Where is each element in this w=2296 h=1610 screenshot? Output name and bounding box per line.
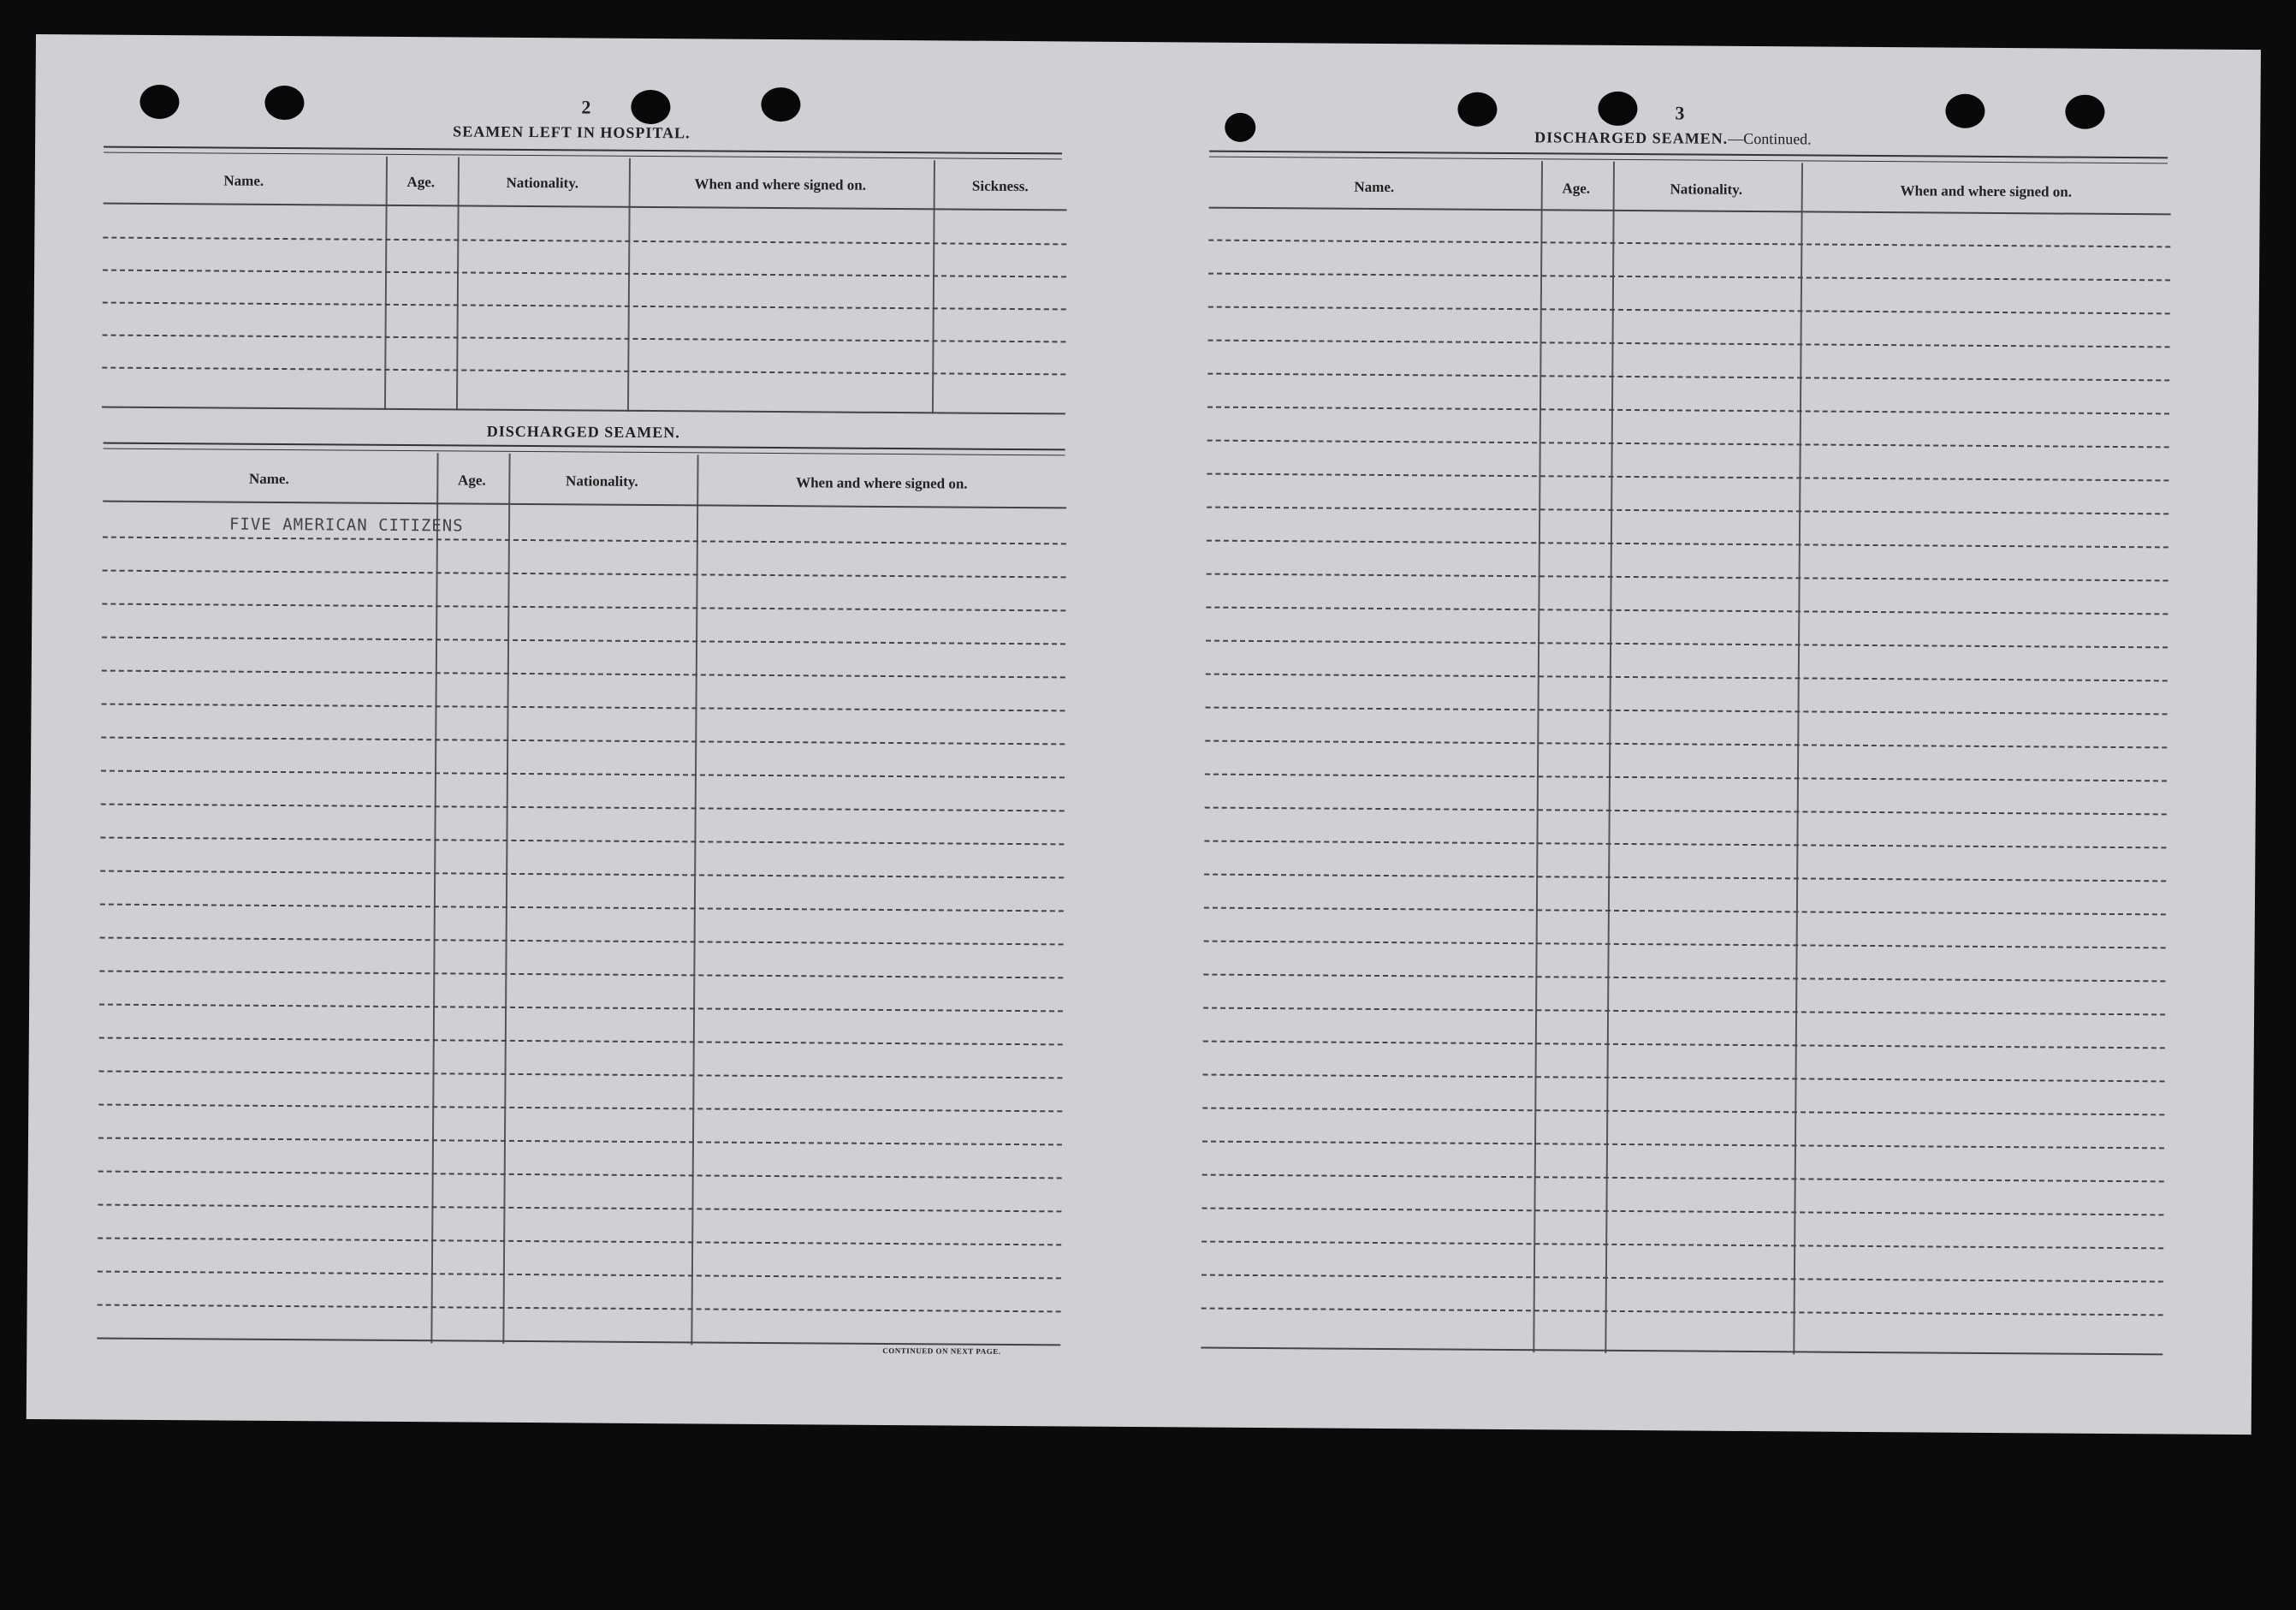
entry-line [99,1037,1063,1046]
entry-line [100,870,1064,879]
column-divider [932,160,935,413]
entry-line [1207,473,2168,482]
entry-line [1208,340,2170,348]
col-header-signed-on: When and where signed on. [796,474,968,492]
discharged-table [97,451,1066,1348]
column-divider [384,157,388,410]
entry-line [1203,974,2165,983]
header-underline [103,501,1066,509]
entry-line [1204,874,2166,882]
column-divider [456,157,460,410]
punch-hole [1457,92,1497,127]
entry-line [102,637,1065,645]
punch-hole [139,85,179,119]
entry-line [1203,1041,2165,1049]
entry-line [98,1238,1061,1246]
entry-line [103,302,1066,311]
col-header-name: Name. [223,172,264,189]
table-bottom-rule [102,407,1065,415]
col-header-signed-on: When and where signed on. [1900,182,2073,200]
col-header-name: Name. [1354,178,1395,196]
entry-line [1207,373,2169,382]
hospital-section-title: SEAMEN LEFT IN HOSPITAL. [453,122,691,142]
entry-line [103,537,1066,545]
column-divider [502,454,510,1344]
col-header-sickness: Sickness. [971,177,1029,195]
entry-line [101,770,1065,779]
entry-line [1206,640,2168,649]
ledger-sheet [27,34,2261,1435]
col-header-nationality: Nationality. [506,174,579,192]
entry-line [1203,1007,2165,1016]
typed-entry: FIVE AMERICAN CITIZENS [228,514,464,536]
column-divider [627,158,631,412]
right-discharged-table [1201,159,2171,1358]
entry-line [98,1304,1061,1313]
entry-line [99,1004,1063,1013]
hospital-table [102,155,1067,415]
discharged-section-title: DISCHARGED SEAMEN. [486,422,680,442]
entry-line [1206,607,2168,615]
entry-line [102,367,1065,376]
column-divider [1533,161,1543,1352]
entry-line [1207,573,2168,582]
punch-hole [1225,113,1255,142]
right-title-text: DISCHARGED SEAMEN. [1534,128,1729,147]
entry-line [1207,507,2168,515]
col-header-name: Name. [248,470,289,488]
entry-line [1207,540,2168,549]
entry-line [98,1171,1062,1179]
entry-line [1205,774,2167,782]
entry-line [101,737,1065,746]
entry-line [99,971,1063,979]
col-header-signed-on: When and where signed on. [694,175,867,193]
entry-line [103,335,1066,343]
punch-hole [631,90,670,124]
entry-line [1201,1241,2163,1250]
column-divider [430,453,438,1343]
entry-line [1207,440,2169,449]
entry-line [98,1104,1062,1113]
entry-line [98,1138,1062,1146]
entry-line [103,237,1066,246]
entry-line [1202,1141,2164,1150]
entry-line [101,804,1065,812]
col-header-age: Age. [1562,180,1591,197]
col-header-nationality: Nationality. [1670,181,1743,198]
entry-line [1203,1074,2165,1083]
entry-line [102,603,1065,612]
punch-hole [1598,92,1637,126]
entry-line [1204,941,2166,949]
entry-line [103,270,1066,278]
entry-line [1201,1274,2163,1283]
header-underline [1209,207,2171,216]
column-divider [1605,162,1615,1353]
right-page-number: 3 [1675,102,1685,124]
entry-line [98,1204,1061,1213]
entry-line [1206,674,2168,682]
punch-hole [2065,95,2104,129]
punch-hole [1945,94,1985,128]
col-header-nationality: Nationality. [566,472,638,490]
left-page-number: 2 [581,96,591,118]
entry-line [98,1271,1061,1280]
column-divider [1793,163,1803,1354]
entry-line [100,904,1064,912]
entry-line [100,837,1064,846]
entry-line [99,1071,1063,1079]
entry-line [1201,1208,2163,1216]
entry-line [1205,740,2167,749]
entry-line [1201,1308,2163,1316]
entry-line [1206,707,2168,716]
column-divider [691,454,698,1345]
entry-line [1208,306,2170,315]
entry-line [100,937,1064,946]
table-bottom-rule [1201,1347,2163,1356]
entry-line [1204,841,2166,849]
col-header-age: Age. [458,472,486,489]
entry-line [1208,240,2170,248]
entry-line [102,670,1065,679]
table-bottom-rule [97,1338,1060,1346]
entry-line [1202,1108,2164,1116]
entry-line [1208,273,2170,282]
punch-hole [761,87,800,122]
continued-footer: CONTINUED ON NEXT PAGE. [882,1346,1001,1356]
right-section-title [1534,128,1812,148]
punch-hole [264,86,304,120]
col-header-age: Age. [406,174,436,191]
right-title-suffix: —Continued. [1728,129,1812,148]
entry-line [103,570,1066,579]
entry-line [1207,407,2169,415]
entry-line [1202,1174,2164,1183]
entry-line [102,704,1065,712]
header-underline [104,203,1067,211]
entry-line [1204,907,2166,916]
entry-line [1205,807,2167,816]
